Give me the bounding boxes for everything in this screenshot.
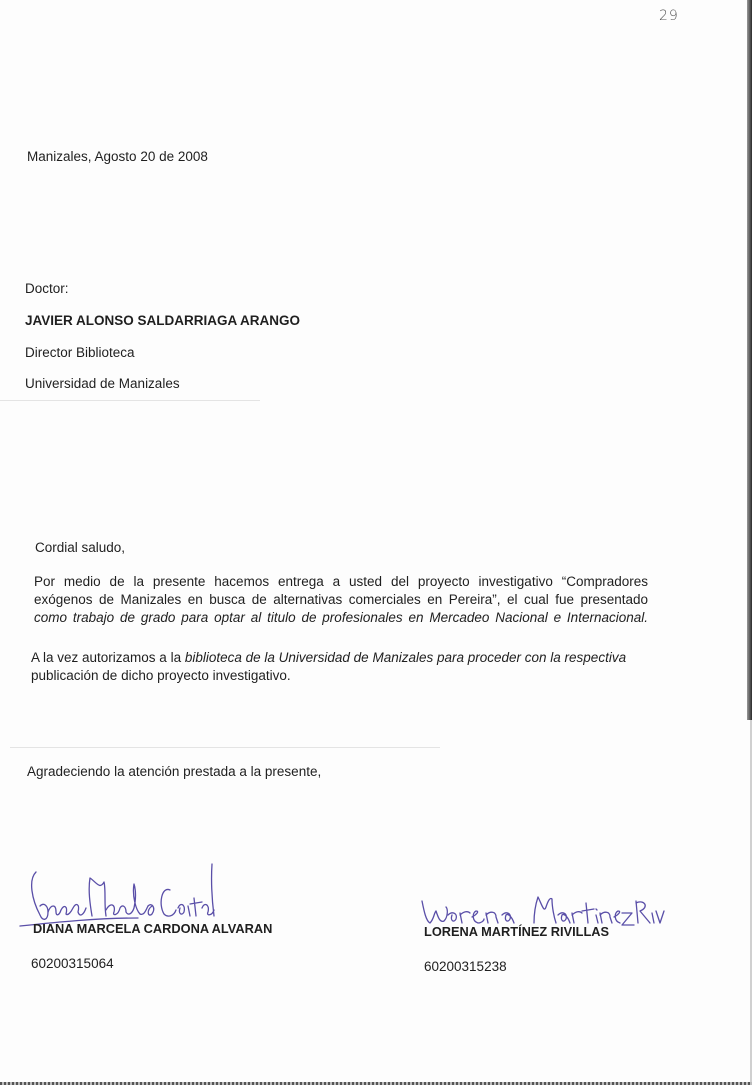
greeting: Cordial saludo, (35, 540, 126, 555)
authorization-text-regular: A la vez autorizamos a la (31, 650, 185, 665)
recipient-position: Director Biblioteca (25, 345, 135, 360)
paragraph-line: exógenos de Manizales en busca de alternativas comerciales en Pereira”, el cual fue presentado (34, 592, 648, 607)
paper-crease (0, 400, 260, 401)
handwritten-page-number: 29 (659, 8, 679, 24)
paragraph-delivery (34, 573, 648, 627)
paper-crease (10, 747, 440, 748)
signatory-name: LORENA MARTÍNEZ RIVILLAS (424, 924, 610, 939)
paragraph-line-italic: como trabajo de grado para optar al titulo de profesionales en Mercadeo Nacional e Internacional. (34, 610, 648, 625)
signatory-id: 60200315238 (424, 959, 507, 974)
paragraph-line: Por medio de la presente hacemos entrega a usted del proyecto investigativo “Compradores (34, 574, 648, 589)
paragraph-line: publicación de dicho proyecto investigativo. (31, 668, 291, 683)
closing-line: Agradeciendo la atención prestada a la presente, (27, 764, 322, 779)
paragraph-line (31, 649, 645, 667)
paragraph-authorization (31, 649, 645, 685)
authorization-text-italic: biblioteca de la Universidad de Manizales para proceder con la respectiva (184, 650, 627, 665)
signatory-id: 60200315064 (31, 956, 114, 971)
signatory-name: DIANA MARCELA CARDONA ALVARAN (33, 921, 273, 936)
recipient-title: Doctor: (25, 281, 69, 296)
place-date: Manizales, Agosto 20 de 2008 (27, 149, 208, 164)
recipient-institution: Universidad de Manizales (25, 376, 180, 391)
scan-edge-shadow (747, 0, 752, 720)
recipient-name: JAVIER ALONSO SALDARRIAGA ARANGO (25, 313, 301, 328)
